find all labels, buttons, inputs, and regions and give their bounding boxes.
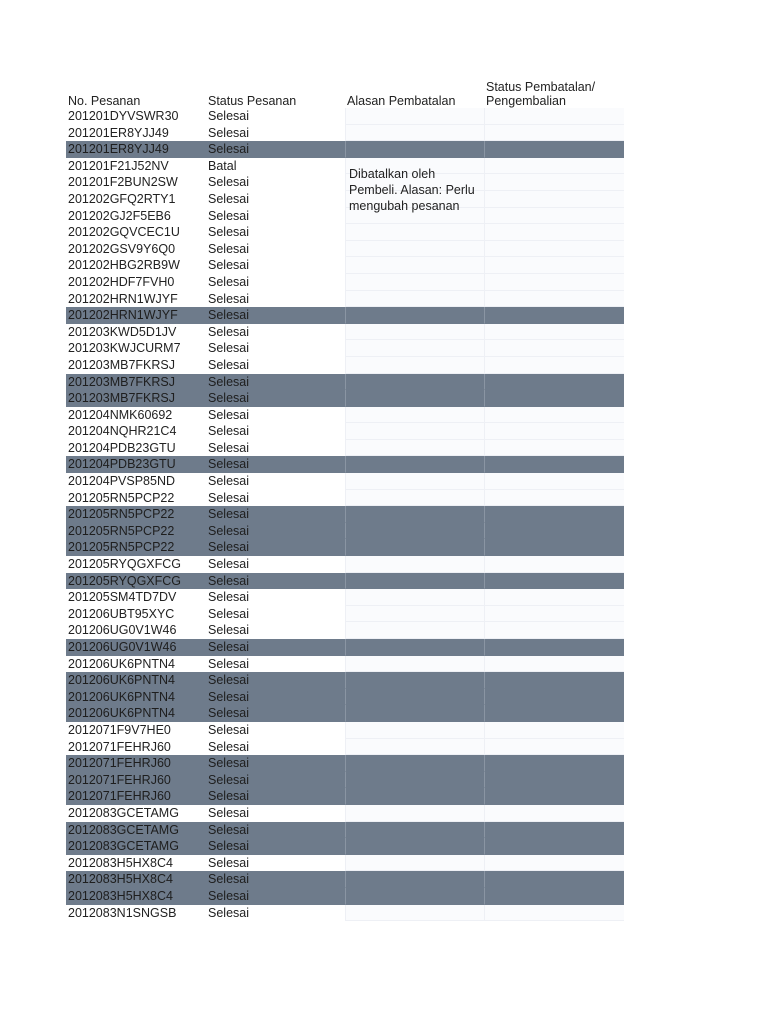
order-status-cell: Selesai: [208, 191, 249, 206]
order-status-cell: Selesai: [208, 474, 249, 489]
table-row: [66, 340, 626, 357]
order-status-cell: Selesai: [208, 324, 249, 339]
table-row: [66, 473, 626, 490]
order-status-cell: Selesai: [208, 341, 249, 356]
order-no-cell: 2012071FEHRJ60: [66, 755, 206, 772]
table-row: [66, 523, 626, 540]
order-no-cell: 201201ER8YJJ49: [66, 141, 206, 158]
order-no-cell: 201203MB7FKRSJ: [66, 374, 206, 391]
cancel-return-status-cell: [484, 257, 624, 274]
order-no-cell: 201206UG0V1W46: [68, 623, 177, 638]
cancel-reason-cell: [345, 390, 484, 407]
cancel-return-status-cell: [484, 440, 624, 457]
cancel-reason-cell: [345, 324, 484, 341]
cancel-reason-cell: [345, 573, 484, 590]
table-row: [66, 656, 626, 673]
order-no-cell: 201204PDB23GTU: [68, 440, 176, 455]
order-status-cell: Selesai: [208, 606, 249, 621]
cancel-return-status-cell: [484, 125, 624, 142]
cancel-reason-cell: [345, 423, 484, 440]
cancel-return-status-cell: [484, 357, 624, 374]
cancel-reason-cell: [345, 705, 484, 722]
table-row: [66, 722, 626, 739]
order-status-cell: Selesai: [206, 374, 345, 391]
order-no-cell: 201202HDF7FVH0: [68, 274, 175, 289]
cancel-return-status-cell: [484, 855, 624, 872]
cancel-return-status-cell: [484, 705, 624, 722]
table-row: [66, 274, 626, 291]
cancel-reason-cell: [345, 639, 484, 656]
cancel-return-status-cell: [484, 739, 624, 756]
cancel-return-status-cell: [484, 556, 624, 573]
cancel-reason-cell: [345, 822, 484, 839]
table-body: [66, 108, 626, 921]
table-row: [66, 622, 626, 639]
order-status-cell: Selesai: [208, 905, 249, 920]
table-header: [66, 80, 626, 108]
cancel-reason-cell: [345, 622, 484, 639]
table-row: [66, 174, 626, 191]
order-no-cell: 201205SM4TD7DV: [68, 590, 177, 605]
order-status-cell: Selesai: [208, 557, 249, 572]
cancel-return-status-cell: [484, 473, 624, 490]
order-no-cell: 201205RN5PCP22: [68, 490, 175, 505]
order-status-cell: Selesai: [206, 838, 345, 855]
cancel-return-status-cell: [484, 539, 624, 556]
cancel-return-status-cell: [484, 905, 624, 922]
cancel-return-status-cell: [484, 788, 624, 805]
table-row: [66, 440, 626, 457]
order-no-cell: 201203MB7FKRSJ: [66, 390, 206, 407]
order-status-cell: Selesai: [206, 456, 345, 473]
order-no-cell: 2012083GCETAMG: [66, 838, 206, 855]
table-row: [66, 606, 626, 623]
table-row: [66, 241, 626, 258]
order-status-cell: Selesai: [208, 357, 249, 372]
table-row: [66, 208, 626, 225]
table-row: [66, 672, 626, 689]
table-row: [66, 639, 626, 656]
order-no-cell: 201206UK6PNTN4: [68, 656, 176, 671]
order-status-cell: Selesai: [206, 888, 345, 905]
table-row: [66, 871, 626, 888]
cancel-return-status-cell: [484, 639, 624, 656]
table-row: [66, 291, 626, 308]
cancel-return-status-cell: [484, 838, 624, 855]
cancel-return-status-cell: [484, 456, 624, 473]
table-row: [66, 357, 626, 374]
order-status-cell: Selesai: [206, 523, 345, 540]
cancel-reason-cell: [345, 556, 484, 573]
cancel-return-status-cell: [484, 340, 624, 357]
order-status-cell: Selesai: [208, 241, 249, 256]
cancel-reason-cell: [345, 672, 484, 689]
order-status-cell: Selesai: [208, 590, 249, 605]
cancel-reason-cell: [345, 257, 484, 274]
order-status-cell: Selesai: [208, 623, 249, 638]
table-row: [66, 390, 626, 407]
order-status-cell: Selesai: [208, 805, 249, 820]
table-row: [66, 125, 626, 142]
order-no-cell: 201202HRN1WJYF: [68, 291, 178, 306]
cancel-return-status-cell: [484, 490, 624, 507]
order-no-cell: 201205RN5PCP22: [66, 506, 206, 523]
cancel-reason-cell: [345, 523, 484, 540]
cancel-reason-cell: [345, 539, 484, 556]
order-no-cell: 2012071FEHRJ60: [66, 788, 206, 805]
order-status-cell: Selesai: [208, 125, 249, 140]
cancel-reason-cell: [345, 855, 484, 872]
order-status-cell: Selesai: [206, 705, 345, 722]
cancel-return-status-cell: [484, 523, 624, 540]
cancel-return-status-cell: [484, 606, 624, 623]
order-no-cell: 201203KWJCURM7: [68, 341, 181, 356]
cancel-return-status-cell: [484, 589, 624, 606]
order-no-cell: 201202HRN1WJYF: [66, 307, 206, 324]
cancel-reason-cell: [345, 357, 484, 374]
order-no-cell: 201202GQVCEC1U: [68, 225, 180, 240]
order-status-cell: Selesai: [206, 506, 345, 523]
cancel-reason-cell: [345, 374, 484, 391]
table-row: [66, 805, 626, 822]
order-status-cell: Selesai: [206, 639, 345, 656]
order-no-cell: 201206UK6PNTN4: [66, 705, 206, 722]
cancel-reason-cell: [345, 224, 484, 241]
order-no-cell: 2012083H5HX8C4: [66, 871, 206, 888]
order-status-cell: Selesai: [206, 772, 345, 789]
cancel-return-status-cell: [484, 324, 624, 341]
order-status-cell: Selesai: [208, 274, 249, 289]
order-no-cell: 2012083H5HX8C4: [68, 855, 173, 870]
table-row: [66, 755, 626, 772]
order-no-cell: 201206UK6PNTN4: [66, 689, 206, 706]
order-no-cell: 201206UG0V1W46: [66, 639, 206, 656]
order-status-cell: Selesai: [208, 855, 249, 870]
table-row: [66, 407, 626, 424]
order-no-cell: 201204PDB23GTU: [66, 456, 206, 473]
cancel-reason-cell: [345, 506, 484, 523]
cancel-return-status-cell: [484, 291, 624, 308]
table-row: [66, 257, 626, 274]
order-no-cell: 201202GFQ2RTY1: [68, 191, 176, 206]
cancel-return-status-cell: [484, 822, 624, 839]
order-no-cell: 201205RN5PCP22: [66, 539, 206, 556]
table-row: [66, 739, 626, 756]
cancel-return-status-cell: [484, 390, 624, 407]
cancel-return-status-cell: [484, 672, 624, 689]
order-no-cell: 2012083GCETAMG: [66, 822, 206, 839]
cancel-reason-cell: [345, 755, 484, 772]
order-no-cell: 201204PVSP85ND: [68, 474, 176, 489]
cancel-reason-cell: [345, 656, 484, 673]
table-row: [66, 838, 626, 855]
order-no-cell: 2012071FEHRJ60: [68, 739, 171, 754]
table-row: [66, 905, 626, 922]
cancel-return-status-cell: [484, 622, 624, 639]
table-row: [66, 108, 626, 125]
order-no-cell: 2012071F9V7HE0: [68, 722, 171, 737]
order-no-cell: 201202GJ2F5EB6: [68, 208, 171, 223]
cancel-reason-cell: [345, 905, 484, 922]
order-no-cell: 201201ER8YJJ49: [68, 125, 169, 140]
cancel-return-status-cell: [484, 241, 624, 258]
table-row: [66, 423, 626, 440]
cancel-return-status-cell: [484, 506, 624, 523]
order-status-cell: Selesai: [206, 141, 345, 158]
order-no-cell: 201205RYQGXFCG: [68, 557, 182, 572]
order-status-cell: Selesai: [208, 739, 249, 754]
cancel-reason-cell: [345, 274, 484, 291]
order-status-cell: Selesai: [206, 307, 345, 324]
cancel-return-status-cell: [484, 108, 624, 125]
table-row: [66, 490, 626, 507]
order-no-cell: 201201F2BUN2SW: [68, 175, 178, 190]
cancel-return-status-cell: [484, 423, 624, 440]
cancel-return-status-cell: [484, 141, 624, 158]
table-row: [66, 191, 626, 208]
cancel-reason-cell: [345, 108, 484, 125]
order-no-cell: 2012083N1SNGSB: [68, 905, 177, 920]
table-row: [66, 822, 626, 839]
cancel-reason-cell: [345, 788, 484, 805]
order-no-cell: 201205RN5PCP22: [66, 523, 206, 540]
cancel-reason-cell: [345, 125, 484, 142]
order-status-cell: Selesai: [208, 722, 249, 737]
cancel-reason-cell: [345, 722, 484, 739]
table-row: [66, 158, 626, 175]
order-no-cell: 201202HBG2RB9W: [68, 258, 180, 273]
cancel-reason-cell: [345, 589, 484, 606]
order-status-cell: Selesai: [208, 208, 249, 223]
header-cancel-reason: Alasan Pembatalan: [347, 94, 456, 108]
cancel-return-status-cell: [484, 274, 624, 291]
cancel-reason-cell: [345, 805, 484, 822]
table-row: [66, 689, 626, 706]
table-row: [66, 506, 626, 523]
order-no-cell: 201203KWD5D1JV: [68, 324, 177, 339]
cancel-return-status-cell: [484, 656, 624, 673]
order-status-cell: Selesai: [206, 539, 345, 556]
table-row: [66, 307, 626, 324]
cancel-return-status-cell: [484, 307, 624, 324]
cancel-reason-cell: [345, 241, 484, 258]
cancel-return-status-cell: [484, 208, 624, 225]
cancel-return-status-cell: [484, 871, 624, 888]
table-row: [66, 705, 626, 722]
order-status-cell: Selesai: [206, 822, 345, 839]
order-status-cell: Selesai: [208, 424, 249, 439]
order-no-cell: 2012071FEHRJ60: [66, 772, 206, 789]
cancel-reason-cell: [345, 871, 484, 888]
cancel-return-status-cell: [484, 805, 624, 822]
cancel-reason-cell: [345, 307, 484, 324]
order-no-cell: 201204NMK60692: [68, 407, 173, 422]
table-row: [66, 224, 626, 241]
cancel-return-status-cell: [484, 407, 624, 424]
order-no-cell: 2012083H5HX8C4: [66, 888, 206, 905]
table-row: [66, 888, 626, 905]
table-row: [66, 456, 626, 473]
order-no-cell: 201204NQHR21C4: [68, 424, 177, 439]
table-row: [66, 556, 626, 573]
order-no-cell: 2012083GCETAMG: [68, 805, 179, 820]
cancel-return-status-cell: [484, 755, 624, 772]
cancel-reason-cell: [345, 407, 484, 424]
table-row: [66, 539, 626, 556]
order-status-cell: Selesai: [206, 788, 345, 805]
cancel-return-status-cell: [484, 191, 624, 208]
header-order-status: Status Pesanan: [208, 94, 297, 108]
order-no-cell: 201202GSV9Y6Q0: [68, 241, 176, 256]
cancel-reason-cell: [345, 888, 484, 905]
cancel-reason-note: Dibatalkan oleh Pembeli. Alasan: Perlu mengubah pesanan: [349, 167, 475, 213]
cancel-return-status-cell: [484, 573, 624, 590]
cancel-reason-cell: [345, 739, 484, 756]
table-row: [66, 324, 626, 341]
order-no-cell: 201201F21J52NV: [68, 158, 169, 173]
order-status-cell: Selesai: [208, 258, 249, 273]
cancel-return-status-cell: [484, 772, 624, 789]
cancel-return-status-cell: [484, 174, 624, 191]
table-row: [66, 788, 626, 805]
cancel-reason-cell: [345, 772, 484, 789]
order-status-cell: Selesai: [208, 291, 249, 306]
cancel-reason-cell: [345, 838, 484, 855]
cancel-reason-cell: [345, 456, 484, 473]
cancel-return-status-cell: [484, 158, 624, 175]
cancel-reason-cell: [345, 473, 484, 490]
order-status-cell: Selesai: [208, 407, 249, 422]
order-no-cell: 201206UBT95XYC: [68, 606, 175, 621]
cancel-reason-cell: [345, 291, 484, 308]
cancel-return-status-cell: [484, 888, 624, 905]
orders-sheet: [66, 80, 626, 921]
order-status-cell: Selesai: [208, 225, 249, 240]
table-row: [66, 855, 626, 872]
order-status-cell: Selesai: [208, 490, 249, 505]
order-status-cell: Selesai: [206, 755, 345, 772]
order-status-cell: Selesai: [206, 871, 345, 888]
order-status-cell: Selesai: [208, 440, 249, 455]
order-status-cell: Selesai: [208, 175, 249, 190]
cancel-reason-cell: [345, 606, 484, 623]
header-cancel-return-status: Status Pembatalan/ Pengembalian: [486, 80, 596, 108]
cancel-return-status-cell: [484, 224, 624, 241]
order-status-cell: Selesai: [208, 656, 249, 671]
cancel-reason-cell: [345, 490, 484, 507]
table-row: [66, 573, 626, 590]
cancel-return-status-cell: [484, 722, 624, 739]
cancel-return-status-cell: [484, 374, 624, 391]
order-status-cell: Selesai: [208, 109, 249, 123]
order-status-cell: Selesai: [206, 672, 345, 689]
order-no-cell: 201201DYVSWR30: [68, 109, 179, 123]
order-status-cell: Selesai: [206, 689, 345, 706]
table-row: [66, 374, 626, 391]
table-row: [66, 141, 626, 158]
order-no-cell: 201203MB7FKRSJ: [68, 357, 176, 372]
cancel-reason-cell: [345, 141, 484, 158]
table-row: [66, 772, 626, 789]
header-order-no: No. Pesanan: [68, 94, 141, 108]
order-no-cell: 201206UK6PNTN4: [66, 672, 206, 689]
order-status-cell: Batal: [208, 158, 237, 173]
cancel-reason-cell: [345, 340, 484, 357]
cancel-reason-cell: [345, 689, 484, 706]
cancel-return-status-cell: [484, 689, 624, 706]
cancel-reason-cell: [345, 440, 484, 457]
order-status-cell: Selesai: [206, 390, 345, 407]
order-no-cell: 201205RYQGXFCG: [66, 573, 206, 590]
order-status-cell: Selesai: [206, 573, 345, 590]
table-row: [66, 589, 626, 606]
